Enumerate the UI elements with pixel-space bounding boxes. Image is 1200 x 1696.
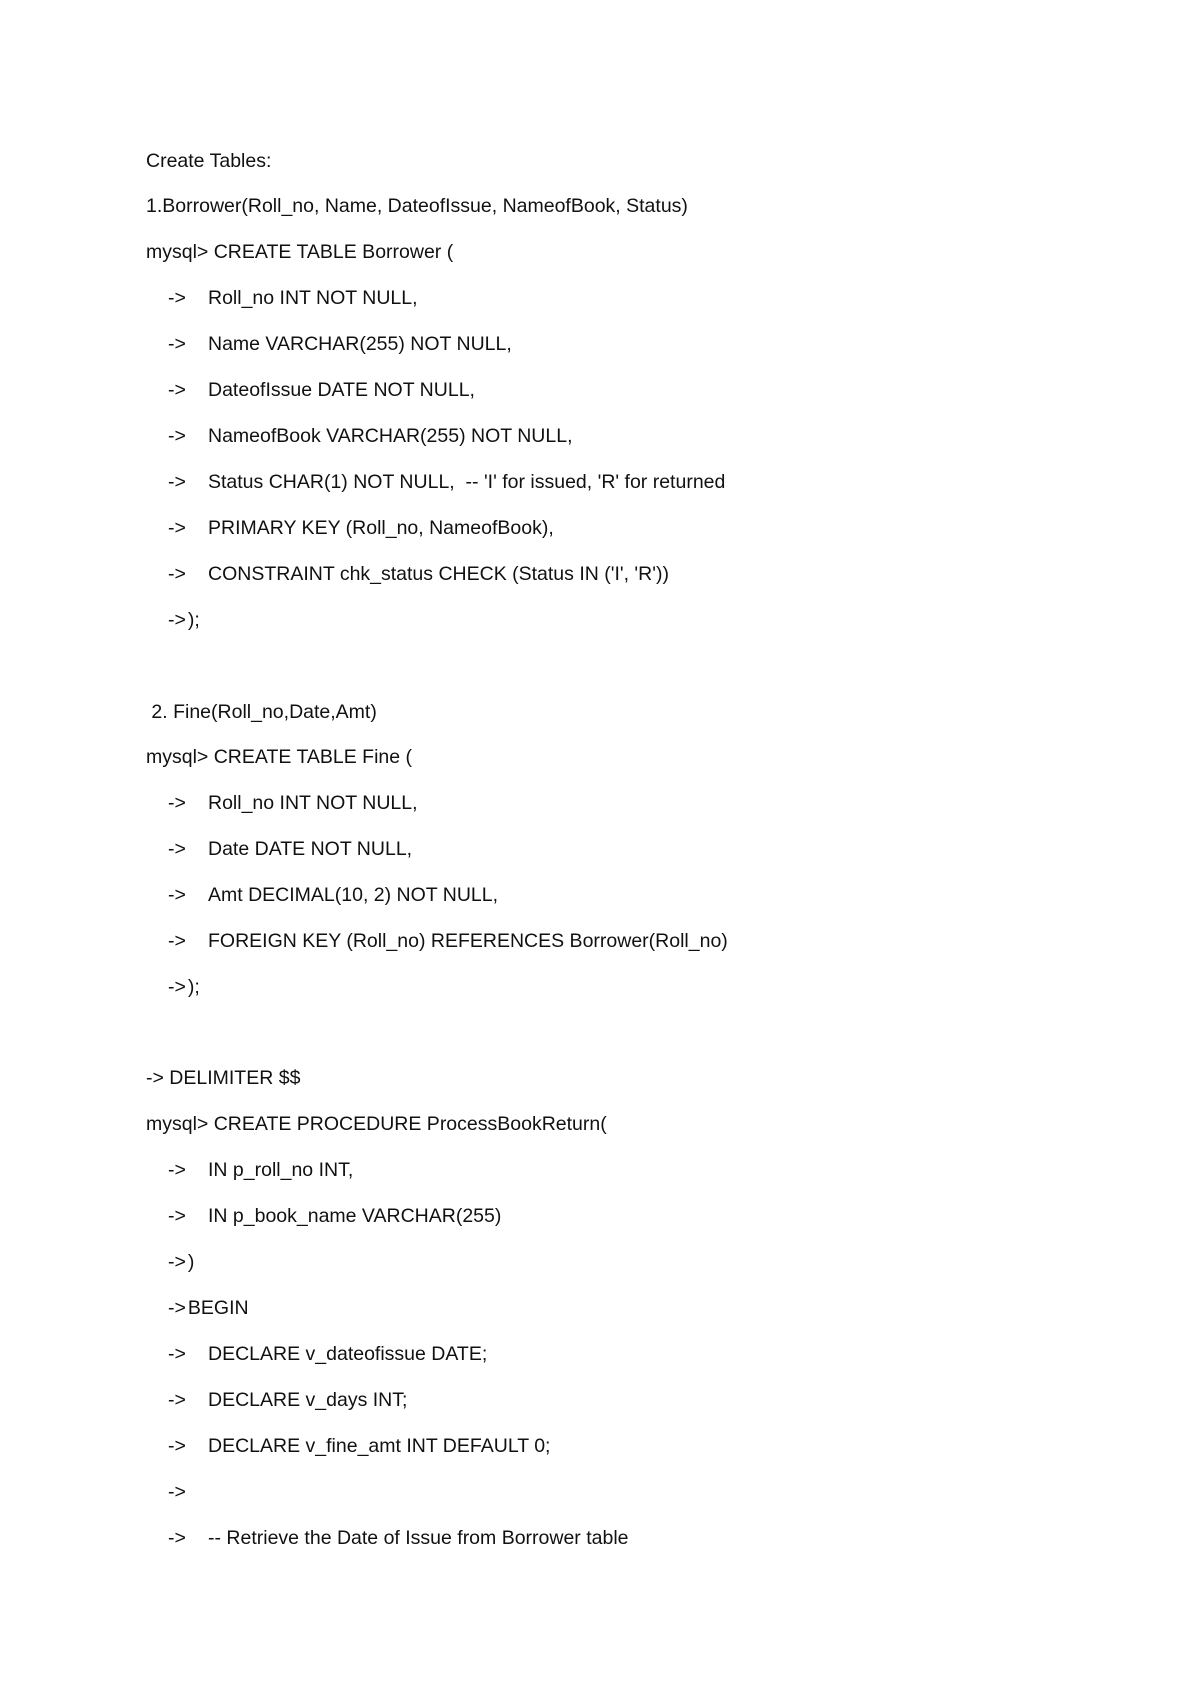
table1-row [168, 286, 418, 310]
arrow-prompt: -> [168, 1435, 186, 1457]
table2-row [168, 791, 418, 815]
procedure-param [168, 1158, 353, 1182]
procedure-param [168, 1204, 501, 1228]
table1-row [168, 516, 554, 540]
table2-title: 2. Fine(Roll_no,Date,Amt) [146, 701, 377, 723]
code-text: CONSTRAINT chk_status CHECK (Status IN ('I', 'R')) [208, 563, 669, 585]
code-text: ); [187, 609, 200, 631]
arrow-prompt: -> [168, 517, 186, 539]
code-text: Name VARCHAR(255) NOT NULL, [208, 333, 512, 355]
arrow-prompt: -> [168, 333, 186, 355]
code-text: DateofIssue DATE NOT NULL, [208, 379, 475, 401]
arrow-prompt: -> [168, 1527, 186, 1549]
procedure-body-line [168, 1342, 487, 1366]
code-text: BEGIN [187, 1297, 249, 1319]
arrow-prompt: -> [168, 930, 186, 952]
procedure-begin [168, 1296, 249, 1320]
code-text: FOREIGN KEY (Roll_no) REFERENCES Borrower(Roll_no) [208, 930, 728, 952]
table2-create-statement: mysql> CREATE TABLE Fine ( [146, 746, 413, 768]
arrow-prompt: -> [168, 609, 186, 631]
code-text: ) [187, 1251, 195, 1273]
arrow-prompt: -> [168, 884, 186, 906]
arrow-prompt: -> [168, 379, 186, 401]
procedure-params-close [168, 1250, 194, 1274]
code-text: DECLARE v_fine_amt INT DEFAULT 0; [208, 1435, 551, 1457]
procedure-create-statement: mysql> CREATE PROCEDURE ProcessBookReturn( [146, 1113, 607, 1135]
arrow-prompt: -> [168, 1159, 186, 1181]
procedure-body-line [168, 1526, 629, 1550]
heading-create-tables: Create Tables: [146, 150, 272, 172]
table2-close [168, 975, 200, 999]
code-text: Status CHAR(1) NOT NULL, -- 'I' for issued, 'R' for returned [208, 471, 726, 493]
table1-row [168, 332, 512, 356]
table1-row [168, 378, 475, 402]
code-text: Roll_no INT NOT NULL, [208, 287, 418, 309]
procedure-body-line [168, 1434, 550, 1458]
arrow-prompt: -> [168, 1481, 186, 1503]
code-text: Date DATE NOT NULL, [208, 838, 413, 860]
table1-create-statement: mysql> CREATE TABLE Borrower ( [146, 241, 454, 263]
table1-row [168, 424, 572, 448]
procedure-body-line [168, 1388, 407, 1412]
code-text: IN p_book_name VARCHAR(255) [208, 1205, 502, 1227]
code-text: NameofBook VARCHAR(255) NOT NULL, [208, 425, 573, 447]
arrow-prompt: -> [168, 1389, 186, 1411]
code-text: DECLARE v_dateofissue DATE; [208, 1343, 488, 1365]
arrow-prompt: -> [168, 838, 186, 860]
arrow-prompt: -> [168, 792, 186, 814]
arrow-prompt: -> [168, 563, 186, 585]
code-text: IN p_roll_no INT, [208, 1159, 354, 1181]
table2-row [168, 929, 728, 953]
arrow-prompt: -> [168, 425, 186, 447]
code-text: PRIMARY KEY (Roll_no, NameofBook), [208, 517, 554, 539]
arrow-prompt: -> [168, 1343, 186, 1365]
code-text: DECLARE v_days INT; [208, 1389, 408, 1411]
table1-close [168, 608, 200, 632]
procedure-body-line [168, 1480, 208, 1504]
arrow-prompt: -> [168, 1205, 186, 1227]
arrow-prompt: -> [168, 976, 186, 998]
table2-row [168, 883, 498, 907]
table1-title: 1.Borrower(Roll_no, Name, DateofIssue, NameofBook, Status) [146, 195, 688, 217]
arrow-prompt: -> [168, 1251, 186, 1273]
table1-row [168, 470, 725, 494]
code-text: Roll_no INT NOT NULL, [208, 792, 418, 814]
table2-row [168, 837, 412, 861]
arrow-prompt: -> [168, 1297, 186, 1319]
delimiter-statement: -> DELIMITER $$ [146, 1067, 301, 1089]
table1-row [168, 562, 669, 586]
arrow-prompt: -> [168, 471, 186, 493]
code-text: ); [187, 976, 200, 998]
code-text: Amt DECIMAL(10, 2) NOT NULL, [208, 884, 499, 906]
arrow-prompt: -> [168, 287, 186, 309]
code-text: -- Retrieve the Date of Issue from Borrower table [208, 1527, 629, 1549]
